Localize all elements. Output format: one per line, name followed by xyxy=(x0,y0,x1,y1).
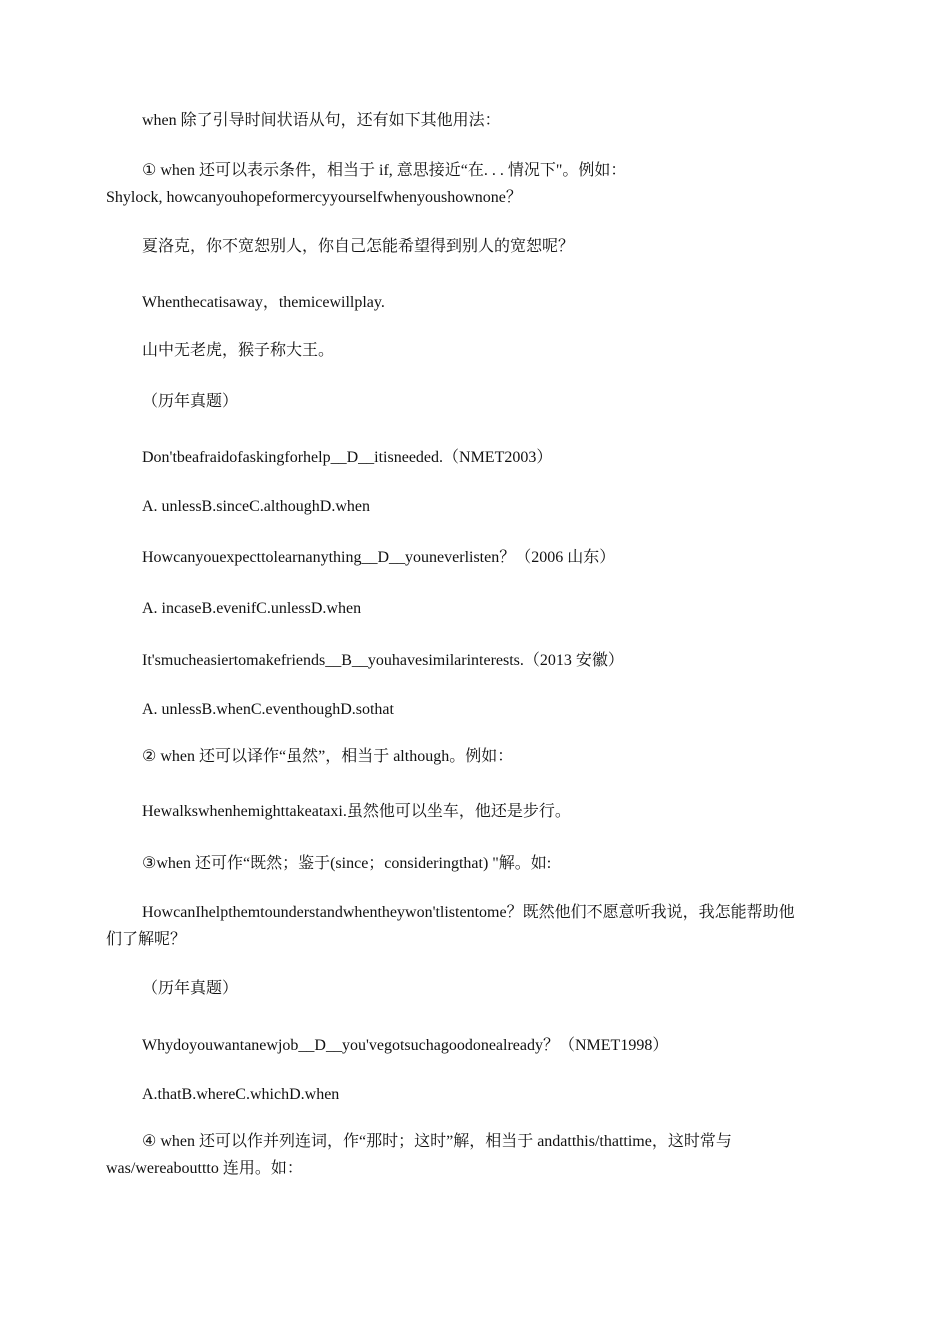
exam-question: Whydoyouwantanewjob__D__you'vegotsuchagoodonealready？（NMET1998） xyxy=(142,1037,669,1054)
paragraph-usage-4: ④ when 还可以作并列连词，作“那时；这时”解，相当于 andatthis/thattime，这时常与 was/wereabouttto 连用。如： xyxy=(106,1133,732,1177)
example-sentence: Whenthecatisaway，themicewillplay. xyxy=(142,294,385,311)
section-heading: （历年真题） xyxy=(142,393,239,410)
answer-options: A. unlessB.whenC.eventhoughD.sothat xyxy=(142,701,394,718)
example-sentence: HowcanIhelpthemtounderstandwhentheywon'tlistentome？既然他们不愿意听我说，我怎能帮助他们了解呢？ xyxy=(106,904,795,948)
example-sentence: Shylock, howcanyouhopeformercyyourselfwhenyoushownone？ xyxy=(106,189,522,206)
answer-options: A. unlessB.sinceC.althoughD.when xyxy=(142,498,370,515)
example-translation: 夏洛克，你不宽恕别人，你自己怎能希望得到别人的宽恕呢？ xyxy=(142,238,575,255)
answer-options: A. incaseB.evenifC.unlessD.when xyxy=(142,600,362,617)
answer-options: A.thatB.whereC.whichD.when xyxy=(142,1086,340,1103)
exam-question: Don'tbeafraidofaskingforhelp__D__itisneeded.（NMET2003） xyxy=(142,449,553,466)
exam-question: It'smucheasiertomakefriends__B__youhavesimilarinterests.（2013 安徽） xyxy=(142,652,624,669)
paragraph-usage-1: ① when 还可以表示条件，相当于 if, 意思接近“在. . . 情况下"。例如： xyxy=(142,162,627,179)
paragraph-usage-3: ③when 还可作“既然；鉴于(since；consideringthat) "解。如: xyxy=(142,855,552,872)
section-heading: （历年真题） xyxy=(142,980,239,997)
paragraph-intro: when 除了引导时间状语从句，还有如下其他用法： xyxy=(142,112,501,129)
exam-question: Howcanyouexpecttolearnanything__D__youneverlisten？（2006 山东） xyxy=(142,549,616,566)
paragraph-usage-2: ② when 还可以译作“虽然”，相当于 although。例如： xyxy=(142,748,514,765)
example-sentence: Hewalkswhenhemighttakeataxi.虽然他可以坐车，他还是步行。 xyxy=(142,803,571,820)
example-translation: 山中无老虎，猴子称大王。 xyxy=(142,342,335,359)
